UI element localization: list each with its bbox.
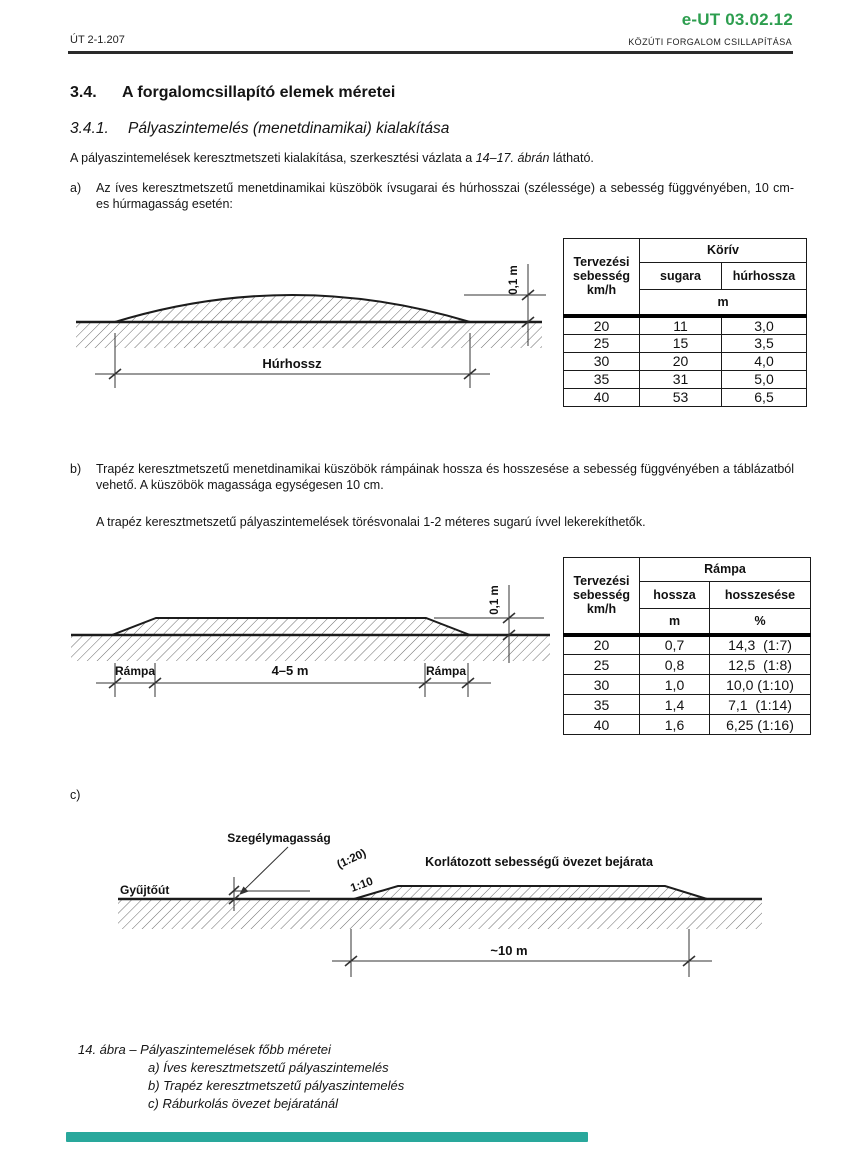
- table-row: [564, 334, 807, 352]
- arc-hump-table: [563, 238, 807, 407]
- table-cell: 6,5: [722, 388, 807, 406]
- subsection-number: 3.4.1.: [70, 120, 109, 137]
- table-cell: 20: [564, 316, 640, 335]
- table-b-col-slope: hosszesése: [710, 582, 811, 609]
- arc-hump-diagram: [68, 236, 550, 404]
- subsection-heading: [70, 120, 449, 138]
- table-cell: 31: [640, 370, 722, 388]
- table-b-unit-slope: %: [710, 609, 811, 635]
- table-cell: 1,0: [640, 675, 710, 695]
- table-cell: 53: [640, 388, 722, 406]
- item-b-paragraph: [70, 461, 794, 494]
- table-cell: 4,0: [722, 352, 807, 370]
- table-cell: 20: [564, 635, 640, 655]
- table-cell: 3,5: [722, 334, 807, 352]
- table-cell: 25: [564, 655, 640, 675]
- table-cell: 14,3 (1:7): [710, 635, 811, 655]
- ground-hatch: [118, 899, 762, 929]
- item-c-marker: c): [70, 788, 81, 802]
- ground-hatch: [76, 322, 542, 348]
- table-row: [564, 635, 811, 655]
- intro-figure-ref: 14–17. ábrán: [475, 151, 550, 165]
- section-title: A forgalomcsillapító elemek méretei: [122, 84, 396, 101]
- chord-dimension-label: Húrhossz: [262, 356, 322, 371]
- section-number: 3.4.: [70, 84, 97, 101]
- intro-paragraph: [70, 150, 794, 166]
- zone-entrance-diagram: [60, 783, 805, 998]
- table-a-col-chord: húrhossza: [722, 263, 807, 290]
- table-cell: 40: [564, 715, 640, 735]
- document-code: e-UT 03.02.12: [681, 10, 793, 29]
- subsection-title: Pályaszintemelés (menetdinamikai) kialakítása: [128, 120, 450, 137]
- table-cell: 10,0 (1:10): [710, 675, 811, 695]
- table-b-group-header: Rámpa: [640, 558, 811, 582]
- caption-line: a) Íves keresztmetszetű pályaszintemelés: [148, 1060, 389, 1075]
- table-cell: 11: [640, 316, 722, 335]
- table-row: [564, 695, 811, 715]
- table-row: [564, 715, 811, 735]
- table-b-unit-length: m: [640, 609, 710, 635]
- table-cell: 7,1 (1:14): [710, 695, 811, 715]
- table-row: [564, 388, 807, 406]
- item-b-marker: b): [70, 462, 82, 476]
- table-row: [564, 675, 811, 695]
- running-title: KÖZÚTI FORGALOM CSILLAPÍTÁSA: [628, 37, 792, 47]
- table-cell: 1,4: [640, 695, 710, 715]
- table-row: [564, 655, 811, 675]
- trapezoid-hump-table: [563, 557, 811, 735]
- figure-caption-title: 14. ábra – Pályaszintemelések főbb méretei: [78, 1042, 331, 1057]
- table-b-col-length: hossza: [640, 582, 710, 609]
- speed-hump-shape: [115, 295, 470, 322]
- height-dimension-label: 0,1 m: [489, 585, 501, 615]
- table-cell: 35: [564, 370, 640, 388]
- table-cell: 0,8: [640, 655, 710, 675]
- height-dimension-label: 0,1 m: [508, 265, 520, 295]
- table-a-speed-header: Tervezési sebesség km/h: [564, 239, 640, 316]
- table-cell: 5,0: [722, 370, 807, 388]
- table-cell: 6,25 (1:16): [710, 715, 811, 735]
- item-a-text: Az íves keresztmetszetű menetdinamikai küszöbök ívsugarai és húrhosszai (szélessége) a sebesség függvényében, 10 cm-es húrmagasság esetén:: [96, 181, 794, 212]
- item-b-text: Trapéz keresztmetszetű menetdinamikai küszöbök rámpáinak hossza és hosszesése a sebesség függvényében a táblázatból vehető. A küszöbök magassága egységesen 10 cm.: [96, 462, 794, 493]
- ramp-right-label: Rámpa: [425, 664, 467, 678]
- table-cell: 0,7: [640, 635, 710, 655]
- table-a-group-header: Körív: [640, 239, 807, 263]
- table-cell: 35: [564, 695, 640, 715]
- table-cell: 15: [640, 334, 722, 352]
- curb-label-arrow: [239, 847, 288, 895]
- table-cell: 30: [564, 352, 640, 370]
- intro-text: A pályaszintemelések keresztmetszeti kialakítása, szerkesztési vázlata a: [70, 151, 476, 165]
- item-a-paragraph: [70, 180, 794, 213]
- table-cell: 25: [564, 334, 640, 352]
- collector-road-label: Gyűjtőút: [120, 883, 170, 897]
- standard-code: ÚT 2-1.207: [70, 34, 125, 46]
- intro-text-end: látható.: [549, 151, 594, 165]
- slope-1-10-label: 1:10: [349, 875, 375, 895]
- footer-accent-bar: [66, 1132, 588, 1142]
- trapezoid-hump-diagram: [66, 563, 556, 708]
- table-a-unit: m: [640, 290, 807, 316]
- overlay-ramp-shape: [354, 886, 707, 899]
- table-row: [564, 370, 807, 388]
- table-cell: 30: [564, 675, 640, 695]
- length-dimension-label: ~10 m: [490, 943, 528, 958]
- table-row: [564, 352, 807, 370]
- table-cell: 12,5 (1:8): [710, 655, 811, 675]
- item-b-note: A trapéz keresztmetszetű pályaszintemelések törésvonalai 1-2 méteres sugarú ívvel lekerekíthetők.: [96, 515, 646, 529]
- table-a-col-radius: sugara: [640, 263, 722, 290]
- table-row: [564, 316, 807, 335]
- trapezoid-hump-shape: [112, 618, 470, 635]
- slope-1-20-label: (1:20): [335, 847, 369, 872]
- figure-caption-lines: [148, 1059, 404, 1113]
- section-heading: [70, 84, 395, 102]
- caption-line: b) Trapéz keresztmetszetű pályaszintemelés: [148, 1078, 405, 1093]
- ramp-left-label: Rámpa: [114, 664, 156, 678]
- item-a-marker: a): [70, 181, 82, 195]
- zone-entrance-label: Korlátozott sebességű övezet bejárata: [425, 855, 653, 869]
- ground-hatch: [71, 635, 550, 661]
- table-b-speed-header: Tervezési sebesség km/h: [564, 558, 640, 635]
- curb-height-label: Szegélymagasság: [227, 831, 331, 845]
- header-rule: [68, 51, 793, 54]
- table-cell: 20: [640, 352, 722, 370]
- table-cell: 1,6: [640, 715, 710, 735]
- table-cell: 40: [564, 388, 640, 406]
- plateau-length-label: 4–5 m: [271, 663, 309, 678]
- table-cell: 3,0: [722, 316, 807, 335]
- caption-line: c) Ráburkolás övezet bejáratánál: [148, 1096, 339, 1111]
